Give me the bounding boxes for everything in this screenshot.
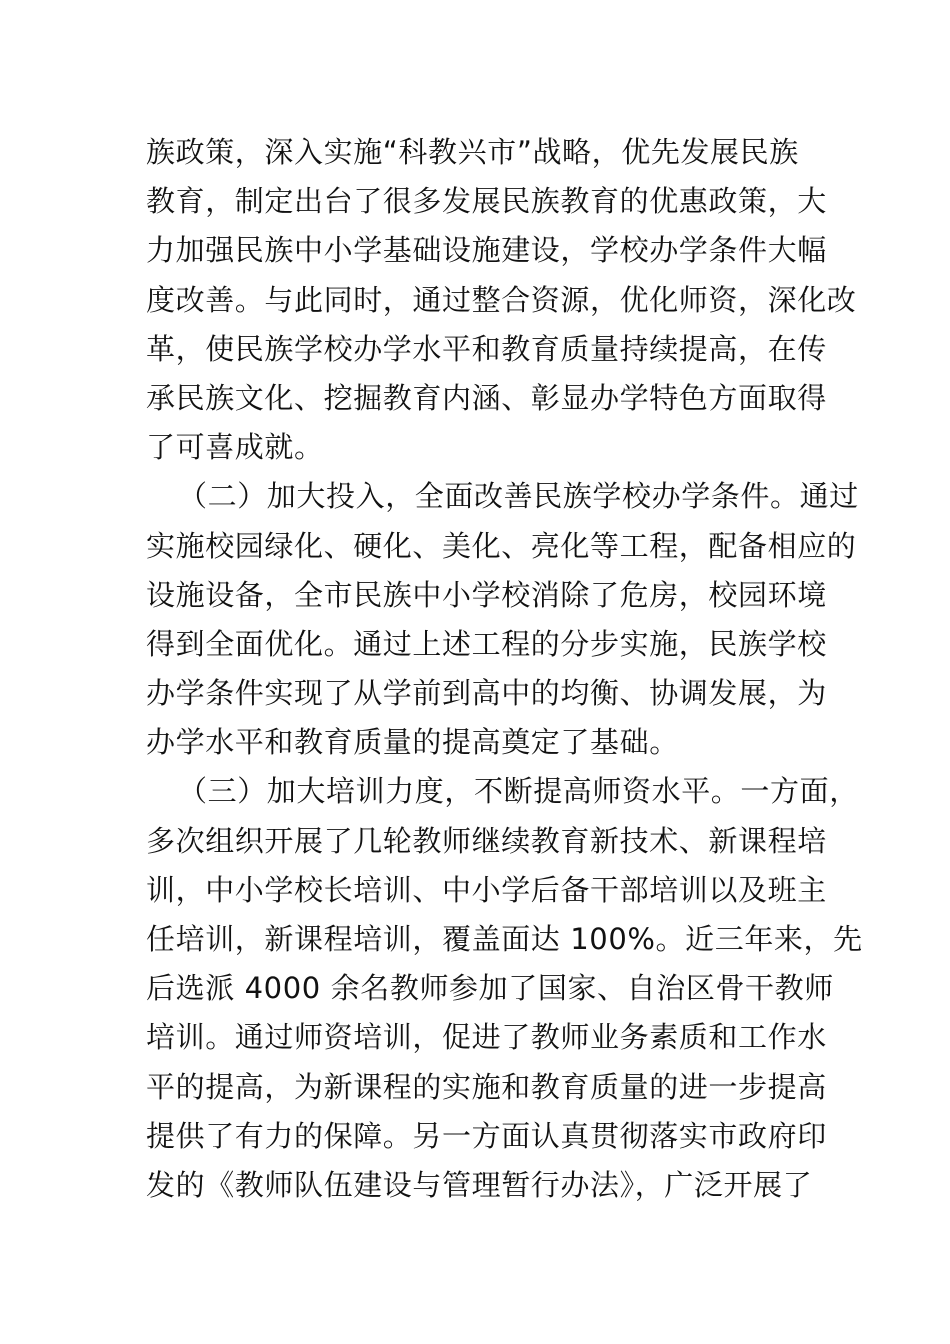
- text-line: 办学条件实现了从学前到高中的均衡、协调发展，为: [146, 676, 827, 711]
- paragraph-start-line: （二）加大投入，全面改善民族学校办学条件。通过: [178, 479, 859, 514]
- text-line: 了可喜成就。: [146, 430, 324, 465]
- text-line: 培训。通过师资培训，促进了教师业务素质和工作水: [146, 1020, 827, 1055]
- paragraph-start-line: （三）加大培训力度，不断提高师资水平。一方面，: [178, 774, 859, 809]
- text-line: 承民族文化、挖掘教育内涵、彰显办学特色方面取得: [146, 380, 827, 415]
- text-line: 后选派 4000 余名教师参加了国家、自治区骨干教师: [146, 971, 834, 1006]
- text-line: 力加强民族中小学基础设施建设，学校办学条件大幅: [146, 233, 827, 268]
- text-line: 平的提高，为新课程的实施和教育质量的进一步提高: [146, 1069, 827, 1104]
- text-line: 设施设备，全市民族中小学校消除了危房，校园环境: [146, 577, 827, 612]
- text-line: 训，中小学校长培训、中小学后备干部培训以及班主: [146, 872, 827, 907]
- text-line: 度改善。与此同时，通过整合资源，优化师资，深化改: [146, 282, 857, 317]
- text-line: 办学水平和教育质量的提高奠定了基础。: [146, 725, 679, 760]
- text-line: 实施校园绿化、硬化、美化、亮化等工程，配备相应的: [146, 528, 857, 563]
- text-line: 革，使民族学校办学水平和教育质量持续提高，在传: [146, 331, 827, 366]
- text-line: 发的《教师队伍建设与管理暂行办法》，广泛开展了: [146, 1167, 813, 1202]
- text-line: 得到全面优化。通过上述工程的分步实施，民族学校: [146, 626, 827, 661]
- text-line: 提供了有力的保障。另一方面认真贯彻落实市政府印: [146, 1118, 827, 1153]
- text-line: 族政策，深入实施“科教兴市”战略，优先发展民族: [146, 135, 799, 169]
- text-line: 多次组织开展了几轮教师继续教育新技术、新课程培: [146, 823, 827, 858]
- body-text: [146, 128, 863, 1210]
- text-line: 任培训，新课程培训，覆盖面达 100%。近三年来，先: [146, 922, 863, 956]
- text-line: 教育，制定出台了很多发展民族教育的优惠政策，大: [146, 184, 827, 219]
